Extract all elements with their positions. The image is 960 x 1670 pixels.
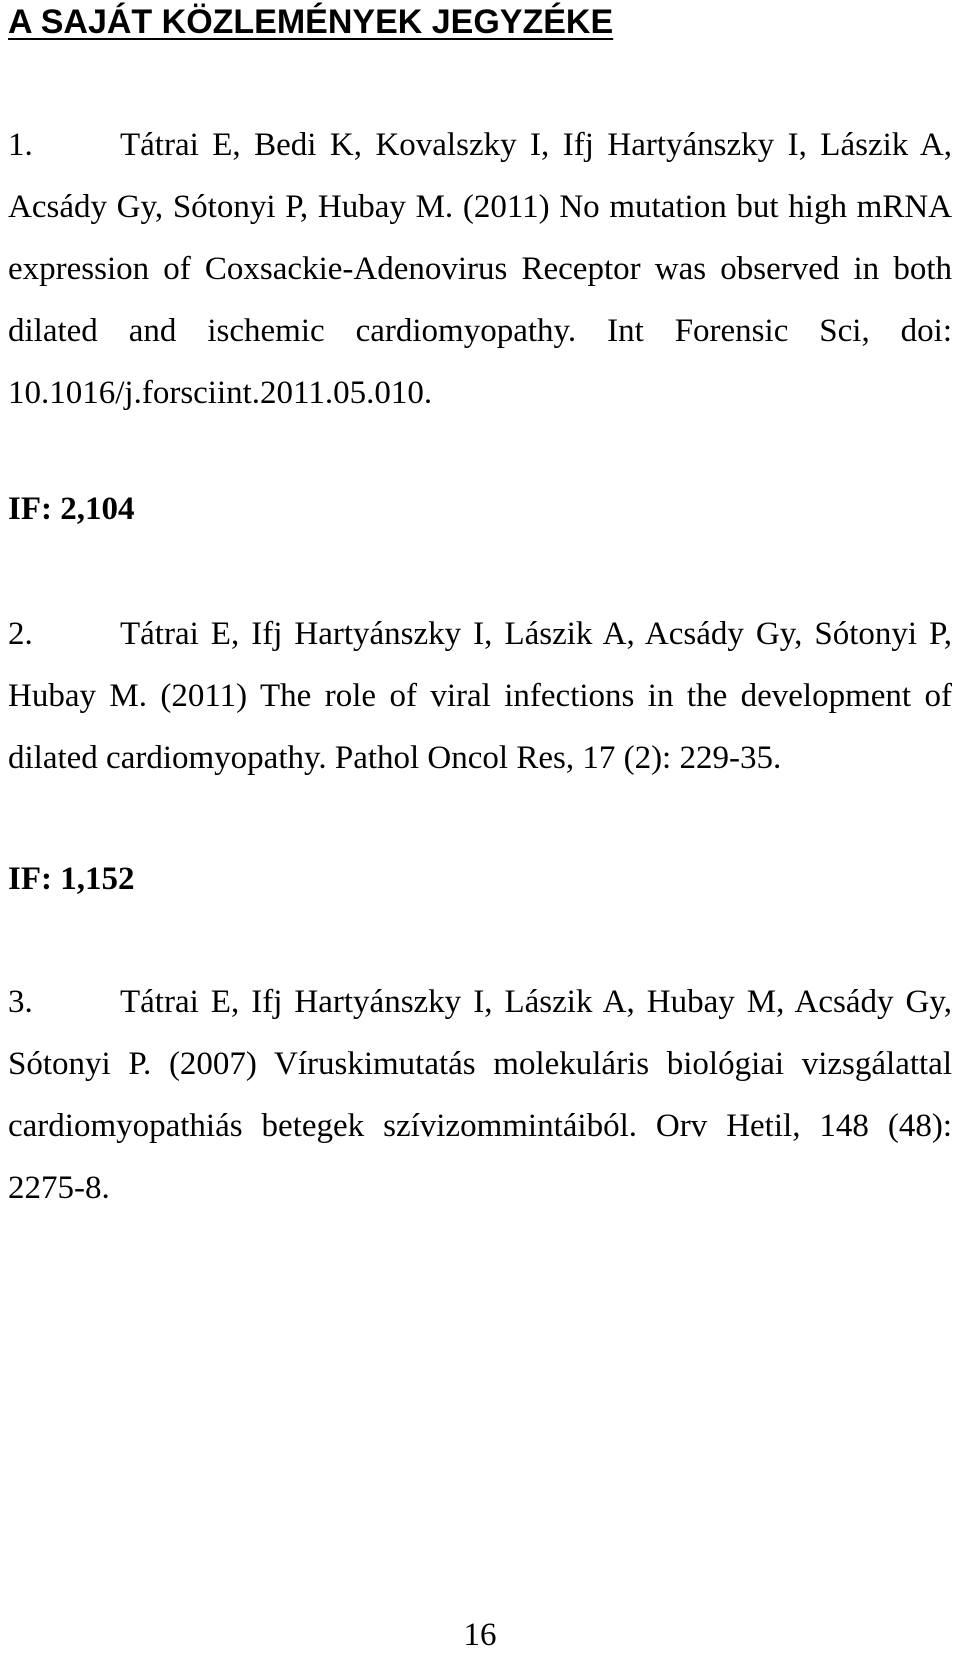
publication-citation: Tátrai E, Ifj Hartyánszky I, Lászik A, Hubay M, Acsády Gy, Sótonyi P. (2007) Víruskimutatás molekuláris biológiai vizsgálattal cardiomyopathiás betegek szívizommintáiból. Orv Hetil, 148 (48): 2275-8. — [8, 984, 952, 1206]
publication-number: 2. — [8, 616, 33, 652]
publication-citation: Tátrai E, Ifj Hartyánszky I, Lászik A, Acsády Gy, Sótonyi P, Hubay M. (2011) The role of viral infections in the development of dilated cardiomyopathy. Pathol Oncol Res, 17 (2): 229-35. — [8, 616, 952, 776]
page-heading: A SAJÁT KÖZLEMÉNYEK JEGYZÉKE — [8, 3, 614, 41]
publication-item-1 — [8, 114, 952, 424]
publication-number: 1. — [8, 127, 33, 163]
publication-number: 3. — [8, 984, 33, 1020]
impact-factor: IF: 1,152 — [8, 861, 135, 897]
page-number: 16 — [463, 1617, 497, 1653]
publication-item-2 — [8, 603, 952, 789]
publication-citation: Tátrai E, Bedi K, Kovalszky I, Ifj Hartyánszky I, Lászik A, Acsády Gy, Sótonyi P, Hubay M. (2011) No mutation but high mRNA expression of Coxsackie-Adenovirus Receptor was observed in both dilated and ischemic cardiomyopathy. Int Forensic Sci, doi: 10.1016/j.forsciint.2011.05.010. — [8, 127, 952, 411]
publication-item-3 — [8, 971, 952, 1219]
impact-factor: IF: 2,104 — [8, 491, 135, 527]
